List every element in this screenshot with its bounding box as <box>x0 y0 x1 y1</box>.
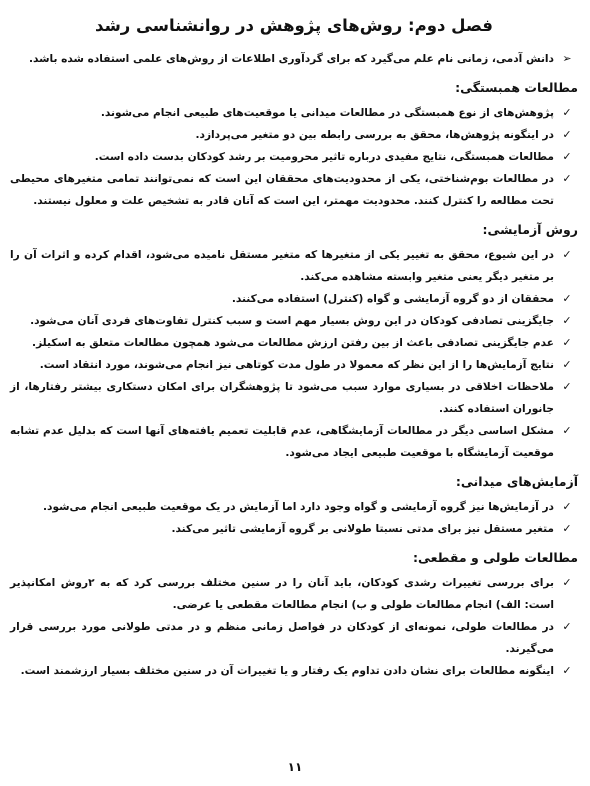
chapter-title: فصل دوم: روش‌های پژوهش در روانشناسی رشد <box>95 16 493 35</box>
list-item-text: متغیر مستقل نیز برای مدتی نسبتا طولانی بر گروه آزمایشی تاثیر می‌کند. <box>171 523 554 535</box>
list-item <box>10 496 578 518</box>
bullet-list <box>10 496 578 540</box>
list-item-text: در این شیوع، محقق به تغییر یکی از متغیرها که متغیر مستقل نامیده می‌شود، اقدام کرده و اثرات آن را بر متغیر دیگر یعنی متغیر وابسته مشاهده می‌کند. <box>10 249 554 283</box>
list-item-text: مطالعات همبستگی، نتایج مفیدی درباره تاثیر محرومیت بر رشد کودکان بدست داده است. <box>94 151 554 163</box>
check-bullet-icon: ✓ <box>562 150 572 163</box>
list-item <box>10 420 578 464</box>
section-heading: آزمایش‌های میدانی: <box>455 474 578 489</box>
sections-container <box>10 78 578 682</box>
check-bullet-icon: ✓ <box>562 172 572 185</box>
list-item-text: در آزمایش‌ها نیز گروه آزمایشی و گواه وجود دارد اما آزمایش در یک موقعیت طبیعی انجام می‌شود. <box>43 501 554 513</box>
check-bullet-icon: ✓ <box>562 576 572 589</box>
check-bullet-icon: ✓ <box>562 500 572 513</box>
list-item <box>10 124 578 146</box>
check-bullet-icon: ✓ <box>562 292 572 305</box>
list-item <box>10 244 578 288</box>
list-item <box>10 354 578 376</box>
check-bullet-icon: ✓ <box>562 424 572 437</box>
check-bullet-icon: ✓ <box>562 664 572 677</box>
check-bullet-icon: ✓ <box>562 380 572 393</box>
list-item-text: جایگزینی تصادفی کودکان در این روش بسیار مهم است و سبب کنترل تفاوت‌های فردی آنان می‌شود. <box>30 315 554 327</box>
check-bullet-icon: ✓ <box>562 248 572 261</box>
bullet-list <box>10 244 578 464</box>
check-bullet-icon: ✓ <box>562 522 572 535</box>
list-item-text: محققان از دو گروه آزمایشی و گواه (کنترل) استفاده می‌کنند. <box>231 293 554 305</box>
check-bullet-icon: ✓ <box>562 336 572 349</box>
list-item-text: در مطالعات طولی، نمونه‌ای از کودکان در فواصل زمانی منظم و در مدتی طولانی مورد بررسی قرار می‌گیرند. <box>10 621 554 655</box>
list-item <box>10 168 578 212</box>
check-bullet-icon: ✓ <box>562 314 572 327</box>
list-item <box>10 660 578 682</box>
section-heading: روش آزمایشی: <box>482 222 578 237</box>
list-item <box>10 518 578 540</box>
page-number: ۱۱ <box>287 760 303 774</box>
list-item-text: مشکل اساسی دیگر در مطالعات آزمایشگاهی، عدم قابلیت تعمیم یافته‌های آنها است که بدلیل عدم تشابه موقعیت آزمایشگاه با موقعیت طبیعی ایجاد می‌شود. <box>10 425 554 459</box>
check-bullet-icon: ✓ <box>562 106 572 119</box>
list-item-text: عدم جایگزینی تصادفی باعث از بین رفتن ارزش مطالعات می‌شود همچون مطالعات متعلق به اسکیلز. <box>32 337 554 349</box>
list-item <box>10 146 578 168</box>
list-item <box>10 332 578 354</box>
list-item <box>10 376 578 420</box>
intro-text: دانش آدمی، زمانی نام علم می‌گیرد که برای گردآوری اطلاعات از روش‌های علمی استفاده شده باشد. <box>28 53 554 65</box>
list-item <box>10 310 578 332</box>
intro-paragraph <box>10 48 578 70</box>
list-item-text: در اینگونه پژوهش‌ها، محقق به بررسی رابطه بین دو متغیر می‌پردازد. <box>195 129 554 141</box>
list-item <box>10 572 578 616</box>
list-item-text: در مطالعات بوم‌شناختی، یکی از محدودیت‌های محققان این است که نمی‌توانند تمامی متغیرهای محیطی تحت مطالعه را کنترل کنند. محدودیت مهمتر، این است که آنان قادر به تشخیص علت و معلول نیستند. <box>10 173 554 207</box>
check-bullet-icon: ✓ <box>562 620 572 633</box>
list-item-text: نتایج آزمایش‌ها را از این نظر که معمولا در طول مدت کوتاهی نیز انجام می‌شوند، مورد انتقاد است. <box>39 359 554 371</box>
list-item <box>10 102 578 124</box>
check-bullet-icon: ✓ <box>562 358 572 371</box>
bullet-list <box>10 572 578 682</box>
list-item <box>10 288 578 310</box>
list-item-text: ملاحظات اخلاقی در بسیاری موارد سبب می‌شود تا پژوهشگران برای امکان دستکاری بیشتر رفتارها، از جانوران استفاده کنند. <box>10 381 554 415</box>
list-item-text: اینگونه مطالعات برای نشان دادن تداوم یک رفتار و یا تغییرات آن در سنین مختلف بسیار ارزشمند است. <box>20 665 554 677</box>
section-heading: مطالعات همبستگی: <box>455 80 578 95</box>
section-heading: مطالعات طولی و مقطعی: <box>412 550 578 565</box>
check-bullet-icon: ✓ <box>562 128 572 141</box>
list-item-text: برای بررسی تغییرات رشدی کودکان، باید آنان را در سنین مختلف بررسی کرد که به ۲روش امکانپذیر است: الف) انجام مطالعات طولی و ب) انجام مطالعات مقطعی یا عرضی. <box>10 577 555 611</box>
list-item-text: پژوهش‌های از نوع همبستگی در مطالعات میدانی یا موقعیت‌های طبیعی انجام می‌شوند. <box>100 107 554 119</box>
list-item <box>10 616 578 660</box>
bullet-list <box>10 102 578 212</box>
arrow-bullet-icon: ➢ <box>562 52 572 65</box>
